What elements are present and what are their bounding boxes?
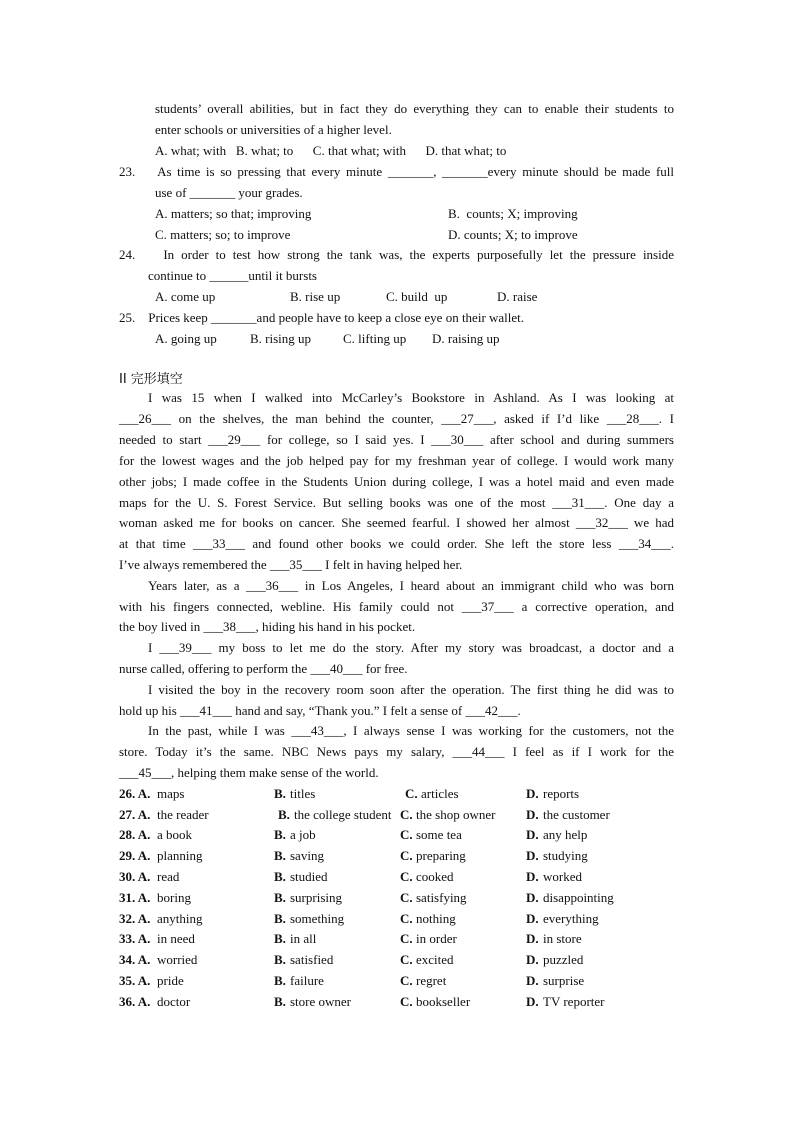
q25-option-d: D. raising up <box>432 331 500 346</box>
option-c-letter: C. <box>400 890 413 905</box>
option-a: in need <box>157 931 195 946</box>
option-b: in all <box>290 931 317 946</box>
option-b: a job <box>290 827 316 842</box>
option-b-letter: B. <box>274 911 286 926</box>
section-title-cloze: II 完形填空 <box>119 372 183 387</box>
question-number: 31. A. <box>119 890 151 905</box>
option-d: disappointing <box>543 890 614 905</box>
option-a: planning <box>157 848 203 863</box>
option-b-letter: B. <box>274 931 286 946</box>
q25-option-a: A. going up <box>155 331 217 346</box>
question-number: 35. A. <box>119 973 151 988</box>
option-b-letter: B. <box>274 827 286 842</box>
passage-line: I ___39___ my boss to let me do the story. After my story was broadcast, a doctor and a <box>148 640 674 655</box>
question-number: 34. A. <box>119 952 151 967</box>
option-c-letter: C. <box>400 931 413 946</box>
question-number: 28. A. <box>119 827 151 842</box>
option-b-letter: B. <box>274 890 286 905</box>
option-d-letter: D. <box>526 869 539 884</box>
passage-line: needed to start ___29___ for college, so I said yes. I ___30___ after school and during summers <box>119 432 674 447</box>
option-b-letter: B. <box>278 807 290 822</box>
option-c: cooked <box>416 869 454 884</box>
option-b-letter: B. <box>274 786 286 801</box>
option-c-letter: C. <box>400 994 413 1009</box>
passage-line: hold up his ___41___ hand and say, “Thank you.” I felt a sense of ___42___. <box>119 703 521 718</box>
option-a: doctor <box>157 994 191 1009</box>
option-b-letter: B. <box>274 952 286 967</box>
option-c: the shop owner <box>416 807 496 822</box>
option-c-letter: C. <box>400 869 413 884</box>
option-d-letter: D. <box>526 827 539 842</box>
option-a: the reader <box>157 807 209 822</box>
option-d: TV reporter <box>543 994 605 1009</box>
option-c-letter: C. <box>400 952 413 967</box>
q24-option-b: B. rise up <box>290 289 341 304</box>
passage-line: other jobs; I made coffee in the Students Union during college, I was a hotel maid and even made <box>119 474 674 489</box>
option-c: nothing <box>416 911 456 926</box>
passage-line: woman asked me for books on cancer. She seemed fearful. I showed her almost ___32___ we had <box>119 515 674 530</box>
option-d: puzzled <box>543 952 584 967</box>
q25-option-c: C. lifting up <box>343 331 407 346</box>
option-b: failure <box>290 973 324 988</box>
q23-option-a: A. matters; so that; improving <box>155 206 312 221</box>
option-c-letter: C. <box>405 786 418 801</box>
passage-line: store. Today it’s the same. NBC News pays my salary, ___44___ I feel as if I work for the <box>119 744 674 759</box>
option-b-letter: B. <box>274 994 286 1009</box>
option-d-letter: D. <box>526 786 539 801</box>
option-a: anything <box>157 911 203 926</box>
option-c: preparing <box>416 848 466 863</box>
option-c-letter: C. <box>400 827 413 842</box>
option-b: saving <box>290 848 324 863</box>
option-d: the customer <box>543 807 610 822</box>
question-number: 30. A. <box>119 869 151 884</box>
option-b: store owner <box>290 994 352 1009</box>
option-d-letter: D. <box>526 911 539 926</box>
q24-option-d: D. raise <box>497 289 538 304</box>
option-d-letter: D. <box>526 973 539 988</box>
q22-options: A. what; with B. what; to C. that what; with D. that what; to <box>155 143 507 158</box>
q24-option-a: A. come up <box>155 289 216 304</box>
option-c-letter: C. <box>400 911 413 926</box>
option-a: a book <box>157 827 193 842</box>
option-c: articles <box>421 786 459 801</box>
option-b: surprising <box>290 890 342 905</box>
passage-line: for the lowest wages and the job helped pay for my freshman year of college. I would work many <box>119 453 674 468</box>
option-b-letter: B. <box>274 973 286 988</box>
q24-stem-line-1: 24. In order to test how strong the tank was, the experts purposefully let the pressure inside <box>119 247 674 262</box>
option-a: pride <box>157 973 184 988</box>
option-b: studied <box>290 869 328 884</box>
passage-line: at that time ___33___ and found other books we could order. She left the store less ___34___. <box>119 536 674 551</box>
option-c: excited <box>416 952 454 967</box>
q23-option-b: B. counts; X; improving <box>448 206 578 221</box>
option-c-letter: C. <box>400 973 413 988</box>
passage-line: I’ve always remembered the ___35___ I felt in having helped her. <box>119 557 463 572</box>
passage-line: maps for the U. S. Forest Service. But selling books was one of the most ___31___. One day a <box>119 495 674 510</box>
option-d-letter: D. <box>526 994 539 1009</box>
option-d-letter: D. <box>526 890 539 905</box>
option-d: surprise <box>543 973 585 988</box>
q22-line-2: enter schools or universities of a higher level. <box>155 122 392 137</box>
option-c-letter: C. <box>400 807 413 822</box>
passage-line: Years later, as a ___36___ in Los Angeles, I heard about an immigrant child who was born <box>148 578 674 593</box>
passage-line: nurse called, offering to perform the ___40___ for free. <box>119 661 408 676</box>
option-d: worked <box>543 869 582 884</box>
q23-option-d: D. counts; X; to improve <box>448 227 578 242</box>
passage-line: I was 15 when I walked into McCarley’s Bookstore in Ashland. As I was looking at <box>148 390 674 405</box>
question-number: 27. A. <box>119 807 151 822</box>
q24-stem-line-2: continue to ______until it bursts <box>148 268 317 283</box>
passage-line: ___45___, helping them make sense of the world. <box>119 765 379 780</box>
option-d-letter: D. <box>526 931 539 946</box>
passage-line: the boy lived in ___38___, hiding his hand in his pocket. <box>119 619 416 634</box>
q23-option-c: C. matters; so; to improve <box>155 227 291 242</box>
passage-line: ___26___ on the shelves, the man behind the counter, ___27___, asked if I’d like ___28___. I <box>119 411 674 426</box>
option-d: any help <box>543 827 588 842</box>
question-number: 33. A. <box>119 931 151 946</box>
option-c: in order <box>416 931 457 946</box>
option-b: satisfied <box>290 952 334 967</box>
option-c: satisfying <box>416 890 467 905</box>
option-b: something <box>290 911 345 926</box>
option-d: studying <box>543 848 588 863</box>
question-number: 26. A. <box>119 786 151 801</box>
q24-option-c: C. build up <box>386 289 448 304</box>
q22-line-1: students’ overall abilities, but in fact they do everything they can to enable their students to <box>155 101 674 116</box>
option-d-letter: D. <box>526 807 539 822</box>
option-a: boring <box>157 890 191 905</box>
q25-option-b: B. rising up <box>250 331 312 346</box>
option-c: bookseller <box>416 994 471 1009</box>
question-number: 32. A. <box>119 911 151 926</box>
option-a: read <box>157 869 180 884</box>
option-d-letter: D. <box>526 848 539 863</box>
q23-stem-line-1: 23. As time is so pressing that every minute _______, _______every minute should be made full <box>119 164 674 179</box>
option-a: maps <box>157 786 185 801</box>
option-c: regret <box>416 973 447 988</box>
option-d-letter: D. <box>526 952 539 967</box>
q23-stem-line-2: use of _______ your grades. <box>155 185 303 200</box>
option-b-letter: B. <box>274 869 286 884</box>
option-d: reports <box>543 786 580 801</box>
question-number: 29. A. <box>119 848 151 863</box>
option-d: in store <box>543 931 582 946</box>
option-c: some tea <box>416 827 462 842</box>
option-b-letter: B. <box>274 848 286 863</box>
option-c-letter: C. <box>400 848 413 863</box>
option-b: the college student <box>294 807 392 822</box>
option-a: worried <box>157 952 198 967</box>
passage-line: with his fingers connected, webline. His family could not ___37___ a corrective operation, and <box>119 599 674 614</box>
option-d: everything <box>543 911 599 926</box>
passage-line: In the past, while I was ___43___, I always sense I was working for the customers, not the <box>148 723 674 738</box>
passage-line: I visited the boy in the recovery room soon after the operation. The first thing he did was to <box>148 682 674 697</box>
option-b: titles <box>290 786 316 801</box>
q25-stem: 25. Prices keep _______and people have to keep a close eye on their wallet. <box>119 310 525 325</box>
question-number: 36. A. <box>119 994 151 1009</box>
